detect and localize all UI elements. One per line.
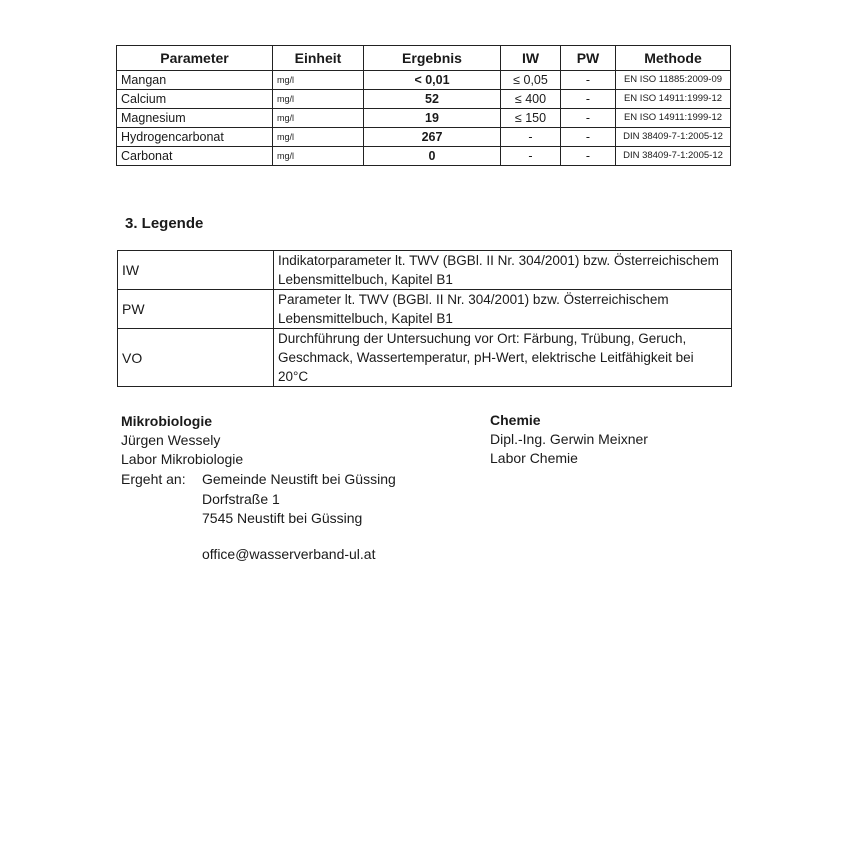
legend-description xyxy=(274,251,732,290)
signature-department: Labor Mikrobiologie xyxy=(121,451,244,467)
cell-parameter: Hydrogencarbonat xyxy=(117,128,273,147)
legend-abbr: PW xyxy=(118,290,274,329)
cell-ergebnis: 267 xyxy=(364,128,501,147)
legend-abbr: VO xyxy=(118,329,274,387)
cell-ergebnis: 52 xyxy=(364,90,501,109)
recipient-address xyxy=(202,470,396,529)
legend-description-line: Geschmack, Wassertemperatur, pH-Wert, elektrische Leitfähigkeit bei 20°C xyxy=(278,350,694,384)
section-heading-legende: 3. Legende xyxy=(125,215,204,232)
cell-einheit: mg/l xyxy=(273,109,364,128)
cell-parameter: Calcium xyxy=(117,90,273,109)
legend-description xyxy=(274,290,732,329)
cell-methode: EN ISO 11885:2009-09 xyxy=(616,71,731,90)
cell-parameter: Mangan xyxy=(117,71,273,90)
cell-iw: ≤ 400 xyxy=(501,90,561,109)
signature-title: Chemie xyxy=(490,412,541,428)
cell-einheit: mg/l xyxy=(273,71,364,90)
cell-einheit: mg/l xyxy=(273,90,364,109)
cell-iw: ≤ 150 xyxy=(501,109,561,128)
cell-ergebnis: < 0,01 xyxy=(364,71,501,90)
address-line: 7545 Neustift bei Güssing xyxy=(202,510,363,526)
table-row xyxy=(117,90,731,109)
cell-pw: - xyxy=(561,109,616,128)
results-header-row xyxy=(117,46,731,71)
cell-pw: - xyxy=(561,128,616,147)
recipient-email: office@wasserverband-ul.at xyxy=(202,546,376,562)
header-einheit: Einheit xyxy=(273,46,364,71)
legend-row xyxy=(118,251,732,290)
cell-methode: EN ISO 14911:1999-12 xyxy=(616,90,731,109)
cell-parameter: Carbonat xyxy=(117,147,273,166)
legend-description-line: Indikatorparameter lt. TWV (BGBl. II Nr. 304/2001) bzw. Österreichischem xyxy=(278,253,719,268)
legend-description-line: Lebensmittelbuch, Kapitel B1 xyxy=(278,311,453,326)
cell-iw: - xyxy=(501,128,561,147)
legend-description-line: Lebensmittelbuch, Kapitel B1 xyxy=(278,272,453,287)
cell-einheit: mg/l xyxy=(273,147,364,166)
header-methode: Methode xyxy=(616,46,731,71)
table-row xyxy=(117,147,731,166)
cell-iw: ≤ 0,05 xyxy=(501,71,561,90)
signature-title: Mikrobiologie xyxy=(121,413,212,429)
legend-table xyxy=(117,250,732,387)
signature-chemie xyxy=(490,411,648,468)
address-line: Dorfstraße 1 xyxy=(202,490,280,507)
signature-name: Jürgen Wessely xyxy=(121,432,221,448)
cell-parameter: Magnesium xyxy=(117,109,273,128)
cell-pw: - xyxy=(561,147,616,166)
cell-pw: - xyxy=(561,71,616,90)
signature-department: Labor Chemie xyxy=(490,450,578,466)
header-ergebnis: Ergebnis xyxy=(364,46,501,71)
legend-description xyxy=(274,329,732,387)
cell-einheit: mg/l xyxy=(273,128,364,147)
header-pw: PW xyxy=(561,46,616,71)
legend-description-line: Parameter lt. TWV (BGBl. II Nr. 304/2001) bzw. Österreichischem xyxy=(278,292,669,307)
cell-ergebnis: 19 xyxy=(364,109,501,128)
table-row xyxy=(117,109,731,128)
legend-row xyxy=(118,329,732,387)
cell-methode: DIN 38409-7-1:2005-12 xyxy=(616,128,731,147)
recipient-label: Ergeht an: xyxy=(121,471,186,487)
cell-iw: - xyxy=(501,147,561,166)
address-line: Gemeinde Neustift bei Güssing xyxy=(202,471,396,487)
cell-methode: EN ISO 14911:1999-12 xyxy=(616,109,731,128)
legend-description-line: Durchführung der Untersuchung vor Ort: Färbung, Trübung, Geruch, xyxy=(278,331,687,346)
header-parameter: Parameter xyxy=(117,46,273,71)
table-row xyxy=(117,128,731,147)
signature-mikrobiologie xyxy=(121,412,243,469)
header-iw: IW xyxy=(501,46,561,71)
cell-methode: DIN 38409-7-1:2005-12 xyxy=(616,147,731,166)
cell-ergebnis: 0 xyxy=(364,147,501,166)
legend-row xyxy=(118,290,732,329)
cell-pw: - xyxy=(561,90,616,109)
legend-abbr: IW xyxy=(118,251,274,290)
results-table xyxy=(116,45,731,166)
signature-name: Dipl.-Ing. Gerwin Meixner xyxy=(490,431,648,447)
table-row xyxy=(117,71,731,90)
